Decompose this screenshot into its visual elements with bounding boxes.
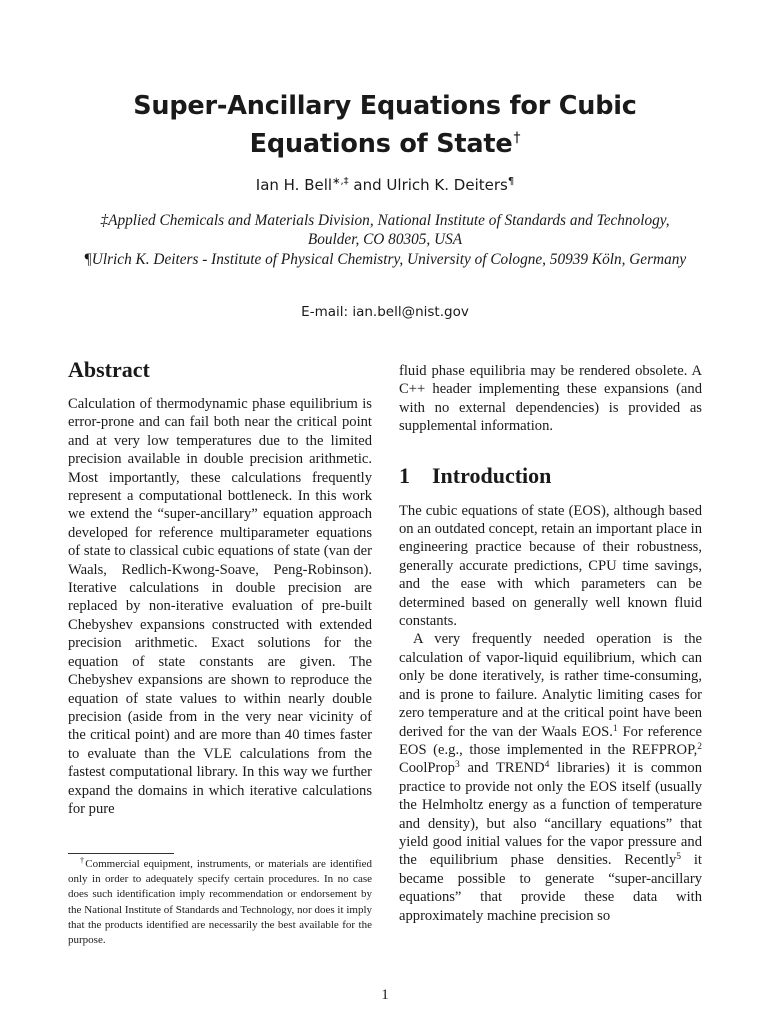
author-affiliation-mark: ¶: [507, 176, 515, 187]
title-footnote-mark: †: [513, 130, 521, 146]
intro-paragraph: [399, 630, 702, 925]
footnote-divider: [68, 853, 174, 854]
footnote-text: Commercial equipment, instruments, or materials are identified only in order to adequately specify certain procedures. In no case does such identification imply recommendation or endorsement by the National Institute of Standards and Technology, nor does it imply that the products identified are necessarily the best available for the purpose.: [68, 858, 373, 947]
abstract-text: Calculation of thermodynamic phase equilibrium is error-prone and can fail both near the critical point and at very low temperatures due to the limited precision available in double precision arithmetic. Most importantly, these calculations frequently represent a computational bottleneck. In this work we extend the “super-ancillary” equation approach developed for reference multiparameter equations of state to classical cubic equations of state (van der Waals, Redlich-Kwong-Soave, Peng-Robinson). Iterative calculations in double precision are replaced by non-iterative evaluation of pre-built Chebyshev expansions constructed with extended precision arithmetic. Exact solutions for the equation of state constants are given. The Chebyshev expansions are shown to reproduce the equation of state values to within nearly double precision (aside from in the very near vicinity of the critical point) and are more than 40 times faster to evaluate than the VLE calculations from the fastest computational library. In this way we further expand the domains in which iterative calculations for pure: [68, 396, 372, 817]
abstract-section: [68, 357, 372, 818]
citation-ref: 2: [697, 741, 702, 752]
intro-text-segment: and TREND: [459, 760, 545, 777]
intro-text-segment: it became possible to generate “super-ancillary equations” that provide these data with approximately machine precision so: [399, 852, 702, 924]
footnote: [68, 857, 372, 948]
citation-ref: 1: [612, 723, 618, 734]
intro-text-segment: libraries) it is common practice to provide not only the EOS itself (usually the Helmholtz energy as a function of temperature and density), but also “ancillary equations” that yield good initial values for the vapor pressure and the equilibrium phase densities. Recently: [399, 760, 702, 869]
intro-paragraph: The cubic equations of state (EOS), although based on an outdated concept, retain an important place in engineering practice because of their robustness, generally accurate predictions, CPU time savings, and the ease with which parameters can be determined based on generally well known fluid constants.: [399, 502, 702, 630]
intro-text-segment: A very frequently needed operation is the calculation of vapor-liquid equilibrium, which can only be done iteratively, is rather time-consuming, and is prone to failure. Analytic limiting cases for zero temperature and at the critical point have been derived for the van der Waals EOS.: [399, 631, 702, 740]
right-column: [399, 362, 702, 925]
affiliation-line: ¶Ulrich K. Deiters - Institute of Physical Chemistry, University of Cologne, 50939 Köln, Germany: [83, 250, 687, 268]
intro-text-segment: For reference EOS (e.g., those implemented in the REFPROP,: [399, 723, 702, 758]
author-affiliation-mark: ∗,‡: [332, 176, 349, 187]
citation-ref: 4: [544, 760, 550, 771]
affiliation-line: ‡Applied Chemicals and Materials Division, National Institute of Standards and Technology, Boulder, CO 80305, USA: [100, 212, 670, 249]
contact-email: E-mail: ian.bell@nist.gov: [301, 304, 469, 320]
abstract-heading: Abstract: [68, 357, 150, 382]
author-name: Ian H. Bell: [255, 176, 333, 194]
citation-ref: 3: [454, 760, 460, 771]
abstract-continuation: fluid phase equilibria may be rendered obsolete. A C++ header implementing these expansions (and with no external dependencies) is provided as supplemental information.: [399, 363, 702, 435]
author-list: [60, 176, 710, 194]
section-number: 1: [399, 462, 410, 488]
intro-text-segment: CoolProp: [399, 760, 455, 777]
affiliations: [80, 211, 690, 269]
section-title: Introduction: [432, 462, 552, 488]
author-name: Ulrich K. Deiters: [386, 176, 508, 194]
introduction-heading: [399, 463, 702, 489]
author-conjunction: and: [353, 176, 382, 194]
paper-title-text: Super-Ancillary Equations for Cubic Equations of State: [133, 91, 637, 159]
citation-ref: 5: [676, 852, 681, 863]
page-number: 1: [381, 987, 389, 1003]
paper-title: [60, 90, 710, 160]
footnote-mark: †: [80, 856, 86, 865]
